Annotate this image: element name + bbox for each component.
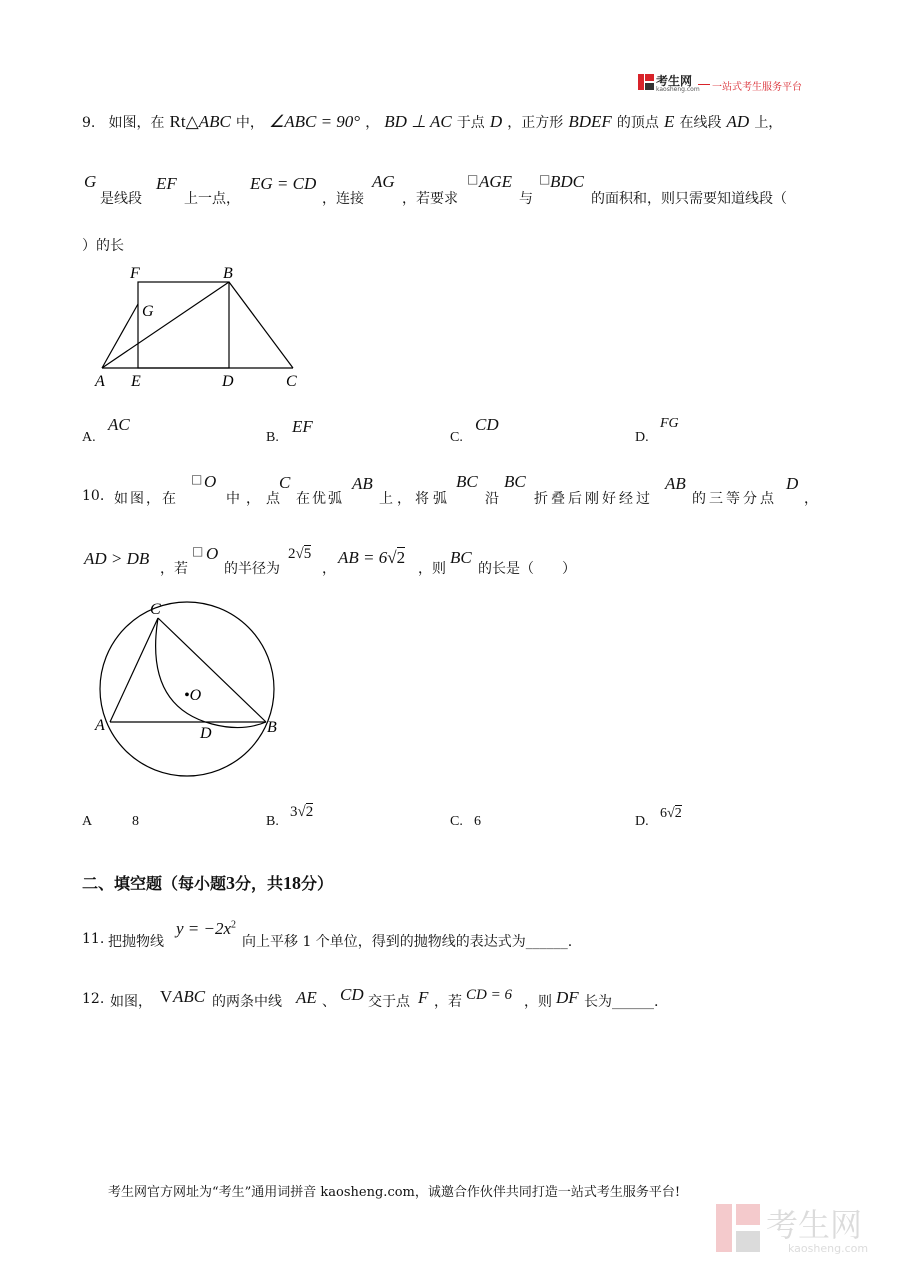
watermark-sub: kaosheng.com [788,1242,869,1255]
q10-label-b: B [267,719,277,736]
q11-equation-text: y = −2x [176,919,232,938]
q10-text: 沿 [485,491,499,507]
q10-label-a: A [95,717,105,734]
logo-sub: kaosheng.com [656,86,700,93]
q12-text: 长为______. [584,994,659,1010]
q10-option-a-letter: A [82,814,93,829]
section-2-title-c: 分） [301,874,334,893]
q10-circle-symbol: □ [192,544,204,558]
section-2-title [82,871,333,894]
q9-text: ， [365,115,380,131]
q11-exponent: 2 [231,919,237,931]
q10-d: D [786,474,799,493]
q12-cd-eq: CD = 6 [466,987,512,1003]
section-2-total: 18 [283,873,302,893]
q9-eg-cd: EG = CD [250,174,317,193]
q9-option-b-value: EF [292,417,313,436]
q12-number: 12. [82,991,105,1007]
q9-text: 与 [519,191,533,207]
q9-text: ，若要求 [402,191,458,207]
q10-option-b-radicand: 2 [305,804,314,820]
q9-text: 的面积和，则只需要知道线段（ [591,191,787,207]
q9-text: 上， [754,115,783,131]
q10-ab-radicand: 2 [396,548,406,567]
q10-bc3: BC [450,548,472,567]
q9-option-b-letter: B. [266,430,279,445]
q10-option-b-coef: 3 [290,804,298,820]
q12-text: 、 [322,994,336,1010]
q9-text: 中， [235,115,264,131]
watermark [716,1200,886,1260]
q10-folded-arc [156,618,266,728]
q12-text: 如图， [110,994,152,1010]
q12-ae: AE [296,988,317,1007]
q9-text: 的顶点 [616,115,659,131]
q10-radius [288,546,311,563]
q9-label-c: C [286,373,297,390]
q9-segment-bc [229,282,293,368]
q11-equation [176,919,236,939]
q9-option-a-value: AC [108,415,130,434]
q9-text: 是线段 [100,191,142,207]
logo-text: 考生网 [656,74,693,88]
footer-text: 考生网官方网址为“考生”通用词拼音 kaosheng.com，诚邀合作伙伴共同打造一站式考生服务平台! [108,1185,681,1200]
q10-option-d-radicand: 2 [674,806,682,821]
q10-text: 中，点 [226,491,286,507]
q9-label-d: D [222,373,234,390]
q9-label-e: E [131,373,141,390]
q11-text: 把抛物线 [108,934,164,950]
q9-age: AGE [479,172,513,191]
q9-option-d-letter: D. [635,430,649,445]
sqrt-symbol: √ [297,804,306,820]
q9-label-g: G [142,303,154,320]
q9-bdc: BDC [550,172,584,191]
q9-option-c-letter: C. [450,430,463,445]
watermark-logo-icon [716,1204,760,1252]
q9-text: ，正方形 [507,115,564,131]
q10-text: 如图，在 [114,491,178,507]
sqrt-symbol: √ [387,548,397,567]
q12-text: 的两条中线 [212,994,282,1010]
q9-option-c-value: CD [475,415,499,434]
q10-text: ，若 [160,561,188,577]
q12-v: V [160,987,173,1006]
q9-triangle-symbol: □ [539,172,551,186]
q9-segment-ab [102,282,229,368]
q9-point-e: E [663,112,675,131]
header-slogan: 一站式考生服务平台 [712,82,802,93]
q12-f: F [418,988,429,1007]
q10-ab: AB [352,474,373,493]
q10-option-d-value [660,806,682,822]
q9-label-b: B [223,265,233,282]
q10-option-b-value [290,804,313,821]
q9-segment-ag [102,304,138,368]
q9-text: ）的长 [82,238,124,254]
q10-circle-symbol: □ [191,472,203,486]
q10-text: ， [804,491,818,507]
q9-point-d: D [489,112,503,131]
q10-o2: O [206,544,219,563]
q11-text: 向上平移 1 个单位，得到的抛物线的表达式为______. [242,934,573,950]
q9-label-a: A [95,373,105,390]
q10-label-o: •O [184,687,202,704]
header-logo [638,72,808,92]
q12-df: DF [556,988,579,1007]
q11-number: 11. [82,931,105,947]
q9-square-bdef [138,282,229,368]
q10-bc2: BC [504,472,526,491]
q10-o: O [204,472,217,491]
q10-c: C [279,473,291,492]
q10-text: 的长是（ ） [478,561,576,577]
q10-option-c-value: 6 [474,814,481,829]
q9-bdef: BDEF [568,112,612,131]
logo-icon [638,74,654,90]
q12-text: 交于点 [368,994,410,1010]
q10-text: 在优弧 [296,491,344,507]
q9-number: 9. [82,115,96,131]
q9-text: 在线段 [679,115,722,131]
q12-text: ，则 [524,994,552,1010]
q9-triangle-symbol: □ [467,172,479,186]
q9-option-a-letter: A. [82,430,96,445]
q9-figure [90,262,320,392]
q10-ab-eq [338,548,405,568]
q10-text: 折叠后刚好经过 [534,491,653,507]
q9-text: 于点 [456,115,485,131]
q10-text: 的半径为 [224,561,280,577]
q9-ag: AG [372,172,395,191]
q9-text: ，连接 [322,191,364,207]
q9-angle: ∠ABC = 90° [268,112,361,131]
q10-number: 10. [82,488,105,504]
sqrt-symbol: √ [295,546,304,562]
q10-ad-gt-db: AD > DB [84,549,150,568]
q10-option-d-coef: 6 [660,806,667,821]
q12-text: ，若 [434,994,462,1010]
q9-ef: EF [156,174,177,193]
q9-abc: ABC [198,112,231,131]
q9-text: 如图，在 [108,115,165,131]
q10-bc: BC [456,472,478,491]
q9-bd-perp-ac: BD ⊥ AC [384,112,452,131]
q10-text: ， [322,561,336,577]
q10-option-b-letter: B. [266,814,279,829]
q10-text: 的三等分点 [692,491,777,507]
q10-text: ，则 [418,561,446,577]
q12-abc: ABC [173,987,206,1006]
q10-segment-ac [110,618,158,722]
section-2-score: 3 [226,873,236,893]
sqrt-symbol: √ [667,806,675,821]
q9-label-f: F [130,265,140,282]
q10-option-c-letter: C. [450,814,463,829]
watermark-text: 考生网 [766,1206,863,1244]
header-divider [698,84,710,85]
q12-cd: CD [340,985,364,1004]
q10-option-d-letter: D. [635,814,649,829]
q9-option-d-value: FG [660,416,679,431]
q9-text: 上一点， [184,191,240,207]
q10-ab2: AB [665,474,686,493]
q10-text: 上，将弧 [379,491,451,507]
q10-figure [92,596,292,786]
section-2-title-a: 二、填空题（每小题 [82,874,227,893]
q10-ab-eq-text: AB = 6 [338,548,388,567]
q9-g: G [84,172,97,191]
q10-segment-bc [158,618,266,722]
section-2-title-b: 分，共 [235,874,284,893]
q9-rt: Rt△ [169,112,199,131]
q10-label-c: C [150,601,161,618]
q10-radius-coef: 2 [288,546,296,562]
q10-label-d: D [200,725,212,742]
q10-radius-radicand: 5 [303,546,312,562]
q10-option-a-value: 8 [132,814,139,829]
q9-ad: AD [726,112,750,131]
q9-line1 [82,112,782,132]
